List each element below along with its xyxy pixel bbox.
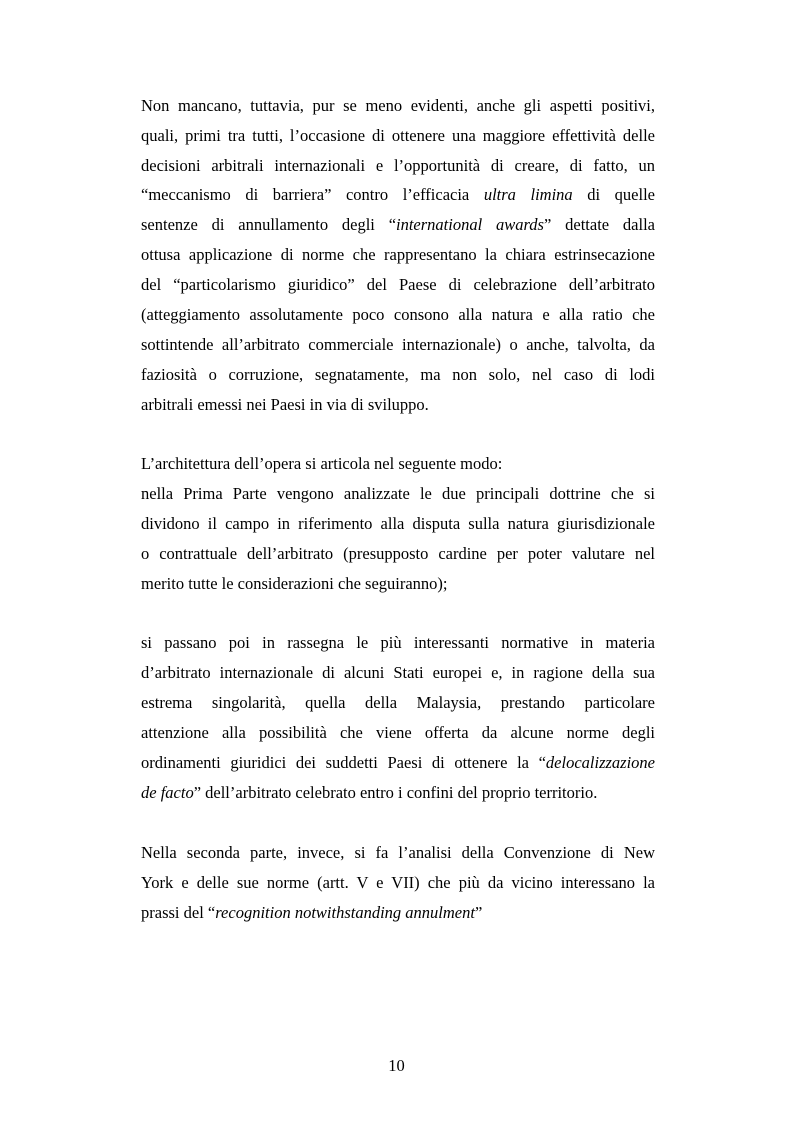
text-run: o contrattuale dell’arbitrato (presupposto cardine per poter valutare nel <box>141 544 655 563</box>
text-run: L’architettura dell’opera si articola nel seguente modo: <box>141 454 503 473</box>
text-line <box>141 574 655 594</box>
text-run: merito tutte le considerazioni che seguiranno); <box>141 574 448 593</box>
text-line <box>141 484 655 504</box>
text-line <box>141 544 655 564</box>
text-run: sentenze di annullamento degli “ <box>141 215 397 234</box>
text-run: estrema singolarità, quella della Malaysia, prestando particolare <box>141 693 655 712</box>
text-line <box>141 633 655 653</box>
text-run: faziosità o corruzione, segnatamente, ma non solo, nel caso di lodi <box>141 365 655 384</box>
text-run: “meccanismo di barriera” contro l’efficacia <box>141 185 484 204</box>
text-line <box>141 305 655 325</box>
text-run: Non mancano, tuttavia, pur se meno evidenti, anche gli aspetti positivi, <box>141 96 655 115</box>
text-line <box>141 693 655 713</box>
text-run: attenzione alla possibilità che viene offerta da alcune norme degli <box>141 723 655 742</box>
text-run: dividono il campo in riferimento alla disputa sulla natura giurisdizionale <box>141 514 655 533</box>
text-line <box>141 245 655 265</box>
text-line <box>141 395 655 415</box>
text-run: ordinamenti giuridici dei suddetti Paesi di ottenere la “ <box>141 753 546 772</box>
text-run: prassi del “ <box>141 903 216 922</box>
italic-term: ultra limina <box>483 185 573 204</box>
text-line <box>141 126 655 146</box>
text-run: York e delle sue norme (artt. V e VII) che più da vicino interessano la <box>141 873 655 892</box>
italic-term: delocalizzazione <box>545 753 655 772</box>
text-run: ottusa applicazione di norme che rappresentano la chiara estrinsecazione <box>141 245 655 264</box>
text-line <box>141 454 655 474</box>
text-run: ” <box>474 903 483 922</box>
text-run: d’arbitrato internazionale di alcuni Stati europei e, in ragione della sua <box>141 663 655 682</box>
text-line <box>141 96 655 116</box>
text-run: (atteggiamento assolutamente poco consono alla natura e alla ratio che <box>141 305 655 324</box>
text-run: ” dell’arbitrato celebrato entro i confini del proprio territorio. <box>193 783 598 802</box>
text-run: quali, primi tra tutti, l’occasione di ottenere una maggiore effettività delle <box>141 126 655 145</box>
text-line <box>141 365 655 385</box>
text-line <box>141 753 655 773</box>
text-run: sottintende all’arbitrato commerciale internazionale) o anche, talvolta, da <box>141 335 655 354</box>
italic-term: de facto <box>141 783 194 802</box>
page-number: 10 <box>388 1056 405 1075</box>
text-run: ” dettate dalla <box>543 215 655 234</box>
text-line <box>141 723 655 743</box>
text-line <box>141 843 655 863</box>
text-run: si passano poi in rassegna le più interessanti normative in materia <box>141 633 655 652</box>
text-run: Nella seconda parte, invece, si fa l’analisi della Convenzione di New <box>141 843 655 862</box>
text-run: di quelle <box>572 185 655 204</box>
text-line <box>141 903 655 923</box>
italic-term: recognition notwithstanding annulment <box>215 903 475 922</box>
text-run: del “particolarismo giuridico” del Paese di celebrazione dell’arbitrato <box>141 275 655 294</box>
text-line <box>141 275 655 295</box>
text-line <box>141 663 655 683</box>
text-line <box>141 514 655 534</box>
text-run: decisioni arbitrali internazionali e l’opportunità di creare, di fatto, un <box>141 156 655 175</box>
text-line <box>141 873 655 893</box>
italic-term: international awards <box>396 215 544 234</box>
text-line <box>141 783 655 803</box>
text-line <box>141 185 655 205</box>
text-line <box>141 335 655 355</box>
text-run: arbitrali emessi nei Paesi in via di sviluppo. <box>141 395 429 414</box>
text-run: nella Prima Parte vengono analizzate le due principali dottrine che si <box>141 484 655 503</box>
text-line <box>141 215 655 235</box>
text-line <box>141 156 655 176</box>
